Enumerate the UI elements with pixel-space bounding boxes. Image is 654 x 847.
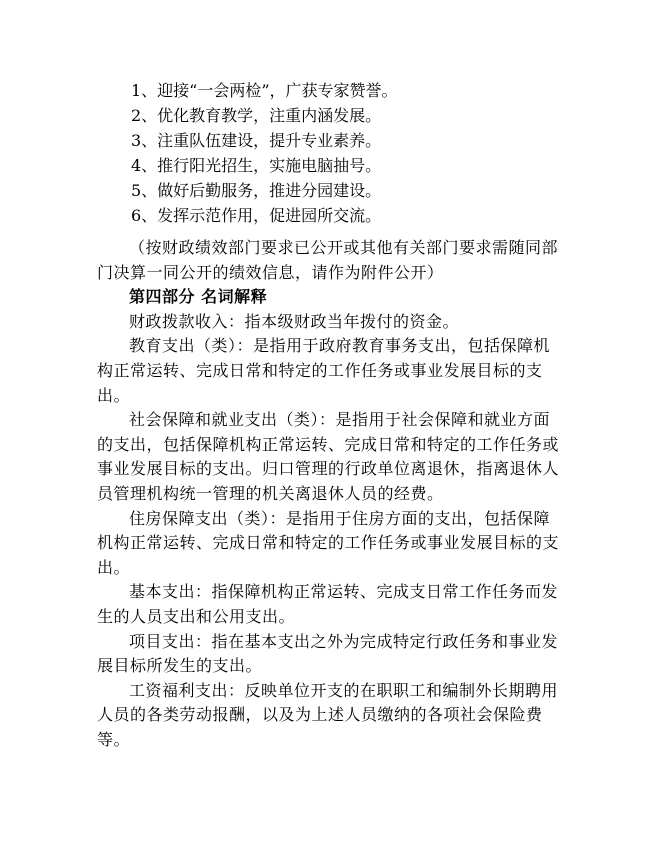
term-definition: 教育支出（类）：是指用于政府教育事务支出，包括保障机构正常运转、完成日常和特定的工作任务或事业发展目标的支出。	[97, 336, 551, 405]
term-definition: 项目支出：指在基本支出之外为完成特定行政任务和事业发展目标所发生的支出。	[97, 631, 559, 676]
performance-note: （按财政绩效部门要求已公开或其他有关部门要求需随同部门决算一同公开的绩效信息，请作为附件公开）	[97, 238, 559, 282]
term-definition: 财政拨款收入：指本级财政当年拨付的资金。	[129, 311, 460, 331]
list-item: 3、注重队伍建设，提升专业素养。	[131, 131, 382, 150]
section-title: 第四部分 名词解释	[129, 287, 268, 307]
document-body	[97, 236, 559, 752]
term-definition: 基本支出：指保障机构正常运转、完成支日常工作任务而发生的人员支出和公用支出。	[97, 582, 559, 626]
list-item: 5、做好后勤服务，推进分园建设。	[131, 181, 382, 200]
list-item: 6、发挥示范作用，促进园所交流。	[131, 206, 382, 225]
list-item: 4、推行阳光招生，实施电脑抽号。	[131, 156, 382, 175]
achievement-list	[131, 78, 398, 228]
list-item: 2、优化教育教学，注重内涵发展。	[131, 106, 382, 125]
term-definition: 工资福利支出：反映单位开支的在职职工和编制外长期聘用人员的各类劳动报酬，以及为上述人员缴纳的各项社会保险费等。	[97, 680, 559, 749]
term-definition: 住房保障支出（类）：是指用于住房方面的支出，包括保障机构正常运转、完成日常和特定的工作任务或事业发展目标的支出。	[97, 508, 560, 577]
list-item: 1、迎接“一会两检”，广获专家赞誉。	[131, 81, 398, 100]
term-definition: 社会保障和就业支出（类）：是指用于社会保障和就业方面的支出，包括保障机构正常运转、完成日常和特定的工作任务或事业发展目标的支出。归口管理的行政单位离退休，指离退休人员管理机构统一管理的机关离退休人员的经费。	[97, 410, 560, 503]
